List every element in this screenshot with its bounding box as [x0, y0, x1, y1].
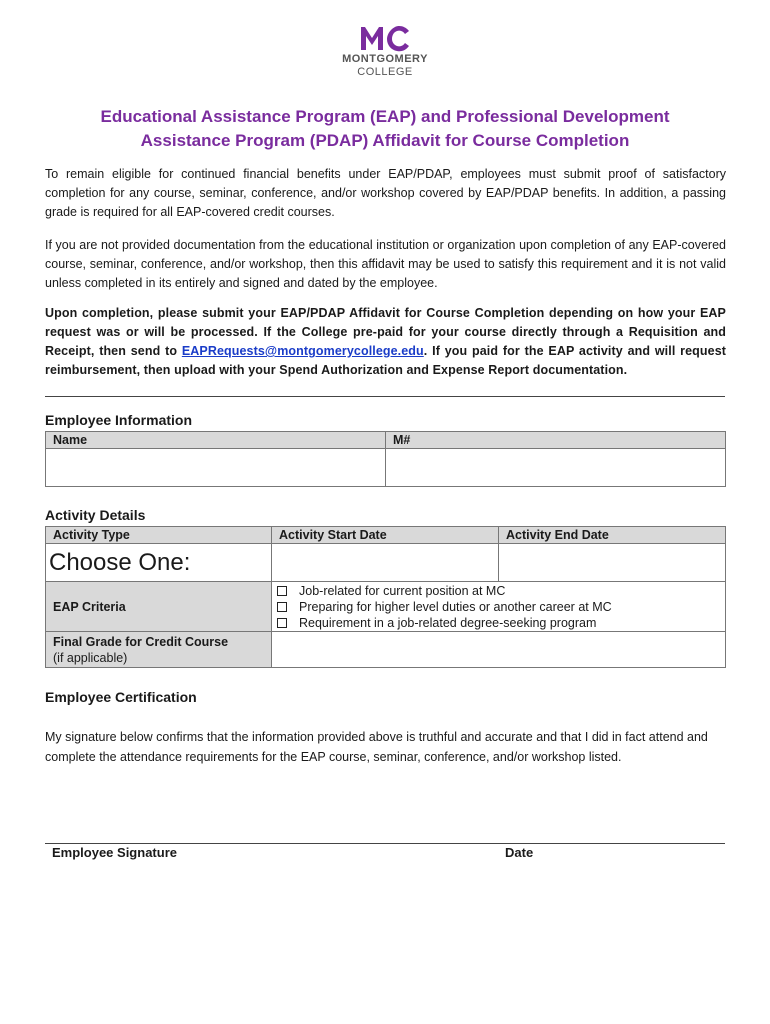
activity-end-date-header: Activity End Date [499, 527, 726, 544]
checkbox-icon[interactable] [277, 618, 287, 628]
date-line[interactable] [498, 843, 725, 844]
logo-text-college: COLLEGE [357, 66, 413, 78]
intro-paragraph-1: To remain eligible for continued financial benefits under EAP/PDAP, employees must submit proof of satisfactory completion for any course, seminar, conference, and/or workshop covered by EAP/PDAP benefits. In addition, a passing grade is required for all EAP-covered credit courses. [45, 167, 726, 219]
intro-paragraph-2: If you are not provided documentation from the educational institution or organization upon completion of any EAP-covered course, seminar, conference, and/or workshop, then this affidavit may be used to satisfy this requirement and it is not valid unless completed in its entirely and signed and dated by the employee. [45, 238, 726, 290]
section-divider [45, 396, 725, 397]
intro-paragraph-3 [45, 304, 726, 380]
criteria-option-degree-program[interactable] [275, 615, 718, 631]
logo-text-montgomery: MONTGOMERY [342, 53, 428, 65]
name-field[interactable] [46, 449, 386, 487]
checkbox-icon[interactable] [277, 586, 287, 596]
eap-criteria-label: EAP Criteria [46, 582, 272, 632]
employee-info-table [45, 431, 726, 487]
activity-details-heading: Activity Details [45, 507, 146, 523]
name-header: Name [46, 432, 386, 449]
final-grade-sublabel: (if applicable) [53, 650, 128, 665]
college-logo [0, 24, 770, 78]
mc-logo-mark [359, 24, 411, 52]
activity-start-date-field[interactable] [272, 544, 499, 582]
eap-requests-email-link[interactable]: EAPRequests@montgomerycollege.edu [181, 344, 424, 358]
employee-signature-label: Employee Signature [52, 845, 177, 860]
mnum-header: M# [386, 432, 726, 449]
final-grade-label-text: Final Grade for Credit Course [53, 634, 229, 649]
activity-end-date-field[interactable] [499, 544, 726, 582]
date-label: Date [505, 845, 534, 860]
signature-line[interactable] [45, 843, 498, 844]
page-title [40, 105, 730, 153]
activity-type-select[interactable]: Choose One: [46, 544, 272, 582]
criteria-option-job-related[interactable] [275, 583, 718, 599]
certification-statement: My signature below confirms that the information provided above is truthful and accurate and that I did in fact attend and complete the attendance requirements for the EAP course, seminar, conference, and/or workshop listed. [45, 730, 708, 764]
criteria-option-label: Job-related for current position at MC [299, 583, 506, 598]
final-grade-label [46, 632, 272, 668]
employee-info-heading: Employee Information [45, 412, 193, 428]
employee-certification-heading: Employee Certification [45, 689, 197, 705]
criteria-option-label: Requirement in a job-related degree-seeking program [299, 615, 597, 630]
activity-start-date-header: Activity Start Date [272, 527, 499, 544]
mnum-field[interactable] [386, 449, 726, 487]
criteria-option-label: Preparing for higher level duties or another career at MC [299, 599, 612, 614]
activity-details-table [45, 526, 726, 668]
title-line-1: Educational Assistance Program (EAP) and Professional Development [100, 107, 670, 126]
activity-type-header: Activity Type [46, 527, 272, 544]
criteria-option-higher-duties[interactable] [275, 599, 718, 615]
final-grade-field[interactable] [272, 632, 726, 668]
submission-text-end: . If you paid for the EAP activity and will request reimbursement, then upload with your Spend Authorization and Expense Report documentation. [45, 344, 727, 377]
checkbox-icon[interactable] [277, 602, 287, 612]
submission-text-start: Upon completion, please submit your EAP/PDAP Affidavit for Course Completion depending on how your EAP request was or will be processed. If the College pre-paid for your course directly through a Requisition and Receipt, then send to [45, 306, 726, 358]
eap-criteria-options [272, 582, 726, 632]
title-line-2: Assistance Program (PDAP) Affidavit for Course Completion [140, 131, 630, 150]
